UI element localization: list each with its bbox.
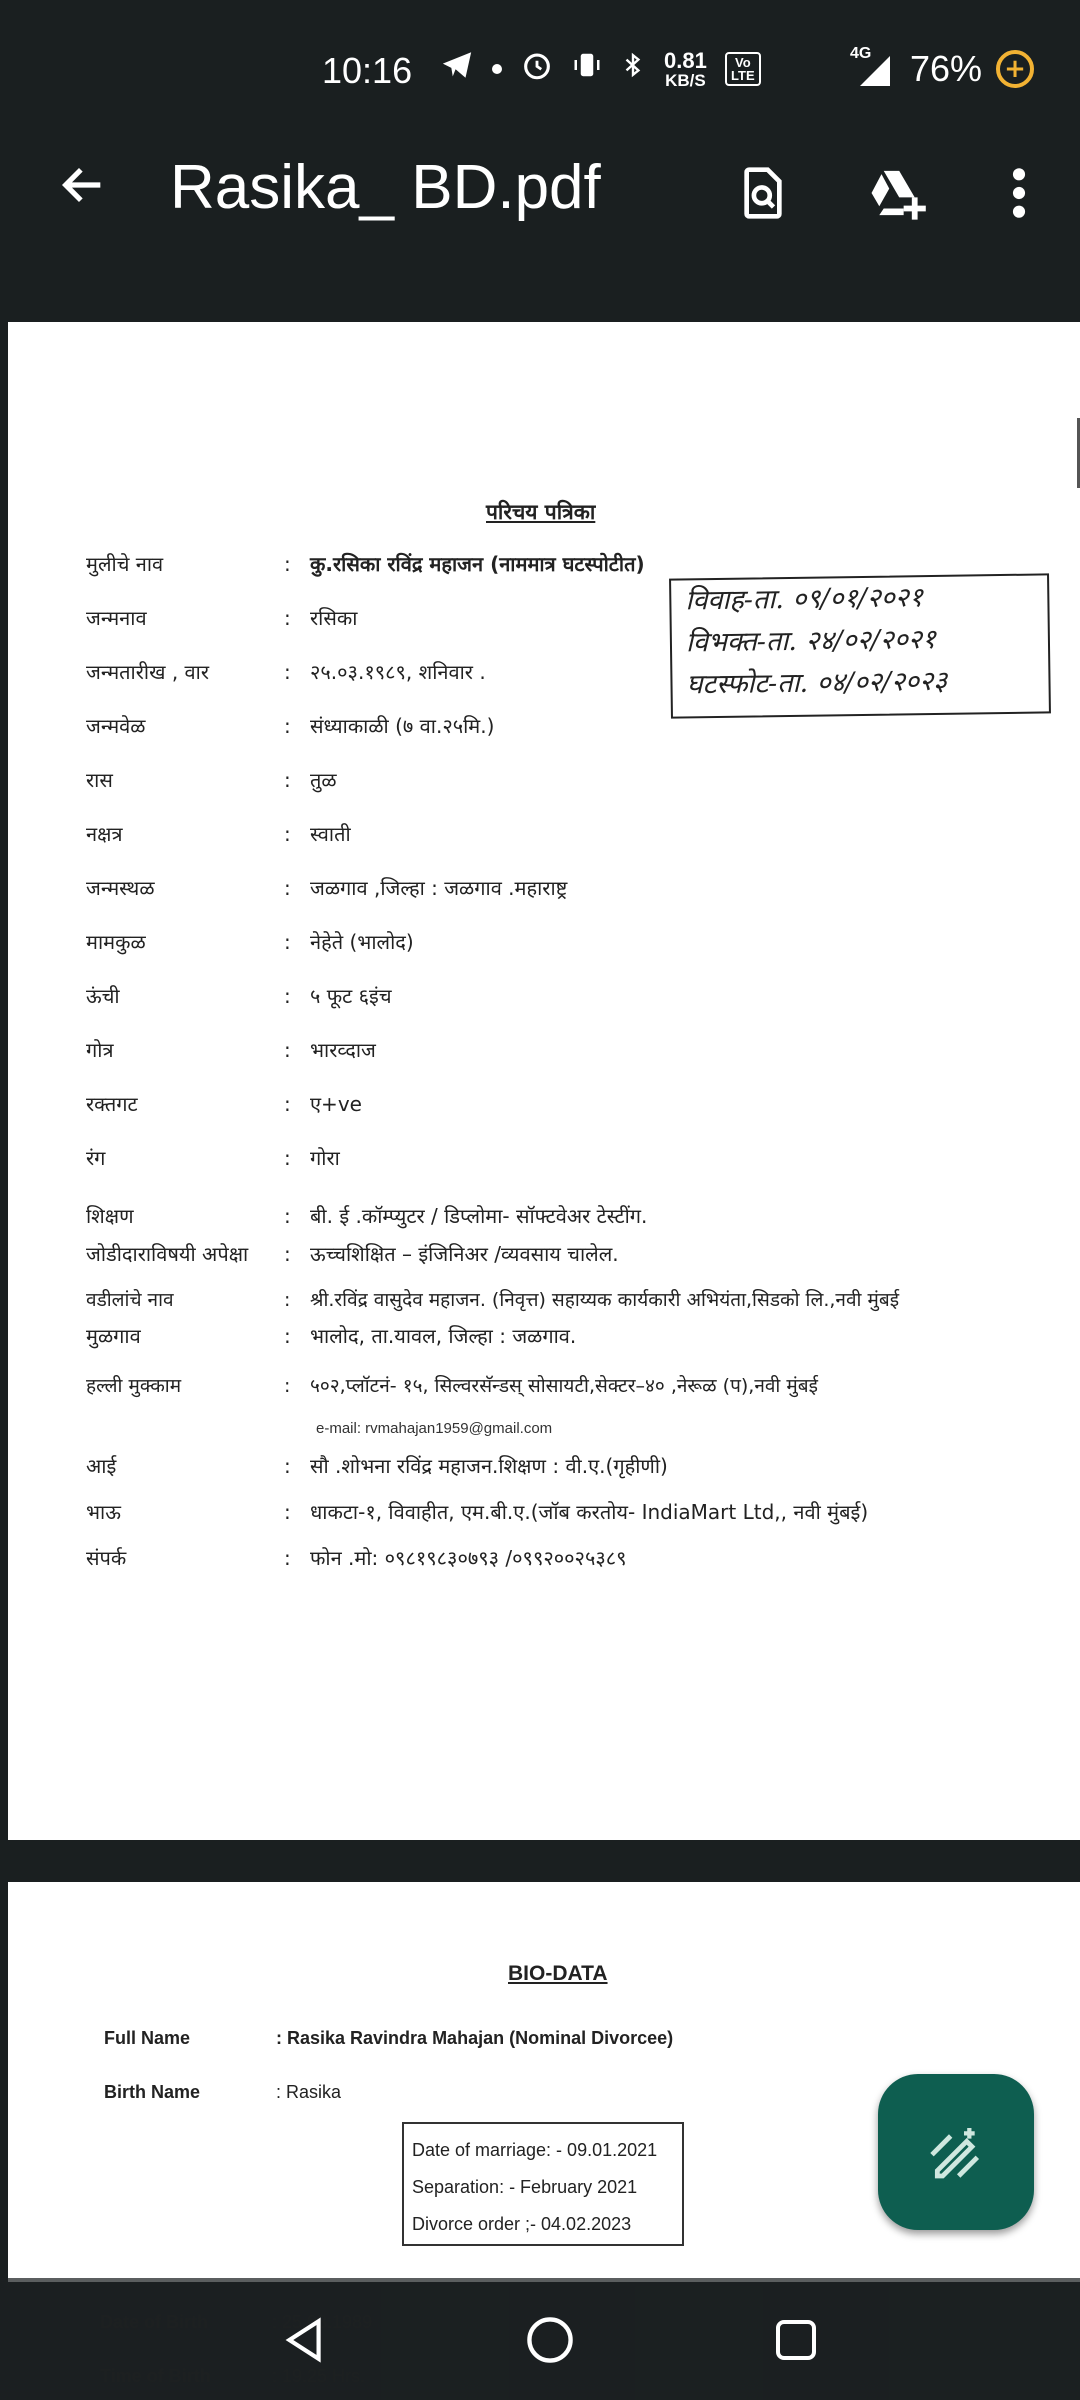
circle-home-icon <box>524 2314 576 2366</box>
telegram-icon <box>440 48 474 90</box>
system-nav-bar <box>0 2278 1080 2400</box>
status-icons <box>440 48 761 90</box>
arrow-left-icon <box>57 159 109 211</box>
detail-row: Full Name : Rasika Ravindra Mahajan (Nominal Divorcee) <box>104 2028 674 2048</box>
signal-icon: 4G <box>850 49 896 89</box>
handwritten-line: घटस्फोट-ता. ०४/०२/२०२३ <box>686 665 948 701</box>
detail-row: हल्ली मुक्काम : ५०२,प्लॉटनं- १५, सिल्वरसॅन्डस् सोसायटी,सेक्टर–४० ,नेरूळ (प),नवी मुंबई <box>86 1375 818 1397</box>
detail-row: मामकुळ : नेहेते (भालोद) <box>86 930 414 954</box>
detail-row: रास : तुळ <box>86 768 337 792</box>
annotate-button[interactable] <box>878 2074 1034 2230</box>
box-line: Divorce order ;- 04.02.2023 <box>412 2214 632 2234</box>
status-time: 10:16 <box>322 50 413 91</box>
triangle-back-icon <box>279 2314 329 2366</box>
status-right <box>850 45 1034 90</box>
drive-add-icon <box>866 165 928 221</box>
handwritten-line: विवाह-ता. ०९/०१/२०२१ <box>685 582 924 617</box>
detail-row: आई : सौ .शोभना रविंद्र महाजन.शिक्षण : वी.ए.(गृहीणी) <box>86 1454 668 1478</box>
page2-title: BIO-DATA <box>508 1962 608 1985</box>
detail-row: Birth Name : Rasika <box>104 2082 342 2102</box>
box-line: Separation: - February 2021 <box>412 2177 638 2197</box>
bluetooth-icon <box>620 48 646 90</box>
page1-title: परिचय पत्रिका <box>486 500 596 524</box>
alarm-icon <box>520 48 554 90</box>
search-in-document-button[interactable] <box>728 158 798 228</box>
marital-status-box <box>402 2122 684 2246</box>
dot-icon <box>492 64 502 74</box>
box-line: Date of marriage: - 09.01.2021 <box>412 2140 658 2160</box>
detail-row: शिक्षण : बी. ई .कॉम्प्युटर / डिप्लोमा- सॉफ्टवेअर टेस्टींग. <box>86 1204 648 1228</box>
nav-back-button[interactable] <box>264 2300 344 2380</box>
add-to-drive-button[interactable] <box>862 158 932 228</box>
square-recents-icon <box>772 2316 820 2364</box>
pdf-page-1[interactable] <box>8 322 1080 1840</box>
detail-row: नक्षत्र : स्वाती <box>86 822 351 846</box>
nav-home-button[interactable] <box>510 2300 590 2380</box>
more-vert-icon <box>1009 165 1029 221</box>
nav-recents-button[interactable] <box>756 2300 836 2380</box>
network-speed: 0.81 KB/S <box>664 47 707 90</box>
detail-row: जन्मतारीख , वार : २५.०३.१९८९, शनिवार . <box>86 660 486 684</box>
volte-icon: Vo LTE <box>725 52 761 86</box>
detail-row: गोत्र : भारव्दाज <box>86 1038 376 1062</box>
pen-sparkle-icon <box>924 2120 988 2184</box>
back-button[interactable] <box>48 150 118 220</box>
document-title: Rasika_ BD.pdf <box>170 153 601 222</box>
detail-row: रक्तगट : ए+ve <box>86 1092 362 1116</box>
handwritten-line: विभक्त-ता. २४/०२/२०२१ <box>685 623 937 659</box>
document-search-icon <box>735 165 791 221</box>
detail-row: मुलीचे नाव : कु.रसिका रविंद्र महाजन (नाममात्र घटस्पोटीत) <box>86 552 645 576</box>
vibrate-icon <box>572 48 602 90</box>
more-options-button[interactable] <box>984 158 1054 228</box>
detail-row: भाऊ : धाकटा-१, विवाहीत, एम.बी.ए.(जॉब करतोय- IndiaMart Ltd,, नवी मुंबई) <box>86 1500 869 1524</box>
detail-row: जन्मनाव : रसिका <box>86 606 358 630</box>
handwritten-note-box <box>669 573 1051 718</box>
detail-row: वडीलांचे नाव : श्री.रविंद्र वासुदेव महाजन. (निवृत्त) सहाय्यक कार्यकारी अभियंता,सिडको लि.,नवी मुंबई <box>86 1289 900 1311</box>
detail-row: संपर्क : फोन .मो: ०९८१९८३०७९३ /०९९२००२५३८९ <box>86 1546 627 1570</box>
detail-row: ऊंची : ५ फूट ६इंच <box>86 984 392 1008</box>
detail-row: जन्मस्थळ : जळगाव ,जिल्हा : जळगाव .महाराष्ट्र <box>86 876 568 900</box>
detail-row: जन्मवेळ : संध्याकाळी (७ वा.२५मि.) <box>86 714 495 738</box>
detail-row: रंग : गोरा <box>86 1146 340 1170</box>
battery-percent: 76% <box>910 48 983 89</box>
detail-row: मुळगाव : भालोद, ता.यावल, जिल्हा : जळगाव. <box>86 1324 577 1348</box>
status-bar <box>0 0 1080 140</box>
detail-row: जोडीदाराविषयी अपेक्षा : ऊच्चशिक्षित – इंजिनिअर /व्यवसाय चालेल. <box>86 1242 619 1266</box>
email-text: e-mail: rvmahajan1959@gmail.com <box>316 1420 553 1437</box>
battery-saver-icon: + <box>996 50 1034 88</box>
